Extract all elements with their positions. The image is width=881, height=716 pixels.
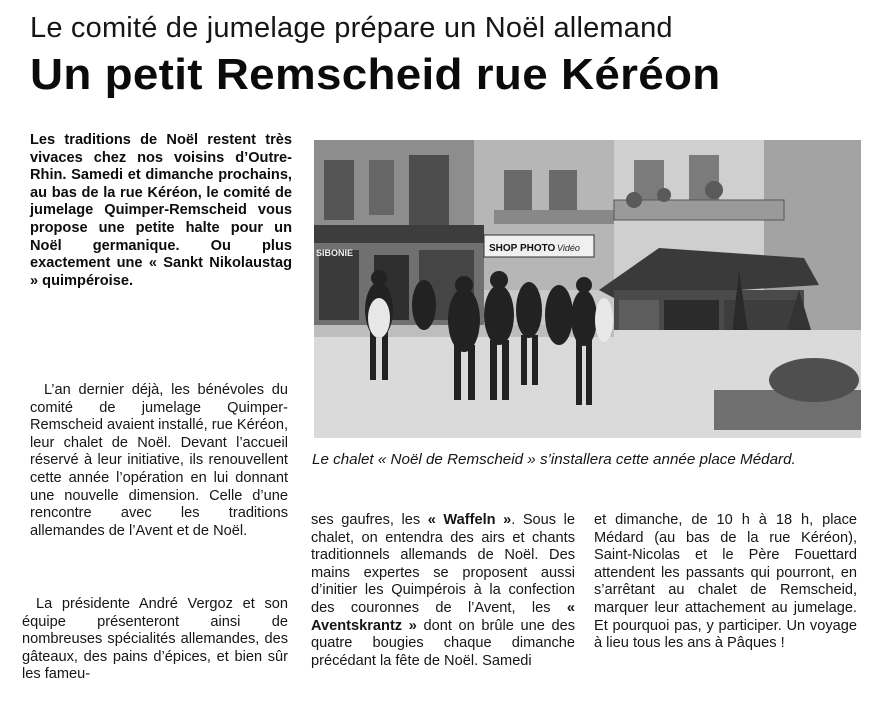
term-aventskrantz: « Aventskrantz » <box>311 599 575 634</box>
left-shop-sign: SIBONIE <box>316 248 354 258</box>
shop-video-sign: Vidéo <box>557 243 580 253</box>
article-paragraph <box>311 512 575 670</box>
chalet-photo <box>314 140 861 438</box>
article-paragraph: La présidente André Vergoz et son équipe présenteront ainsi de nombreuses spécialités allemandes, des gâteaux, des pains d’épices, et bien sûr les fameu- <box>22 596 288 683</box>
term-waffeln: « Waffeln » <box>427 512 512 528</box>
street-scene-image <box>314 140 861 438</box>
photo-caption: Le chalet « Noël de Remscheid » s’installera cette année place Médard. <box>312 451 796 468</box>
article-kicker: Le comité de jumelage prépare un Noël allemand <box>30 12 673 44</box>
shop-photo-sign: SHOP PHOTO <box>489 243 556 254</box>
article-paragraph: L’an dernier déjà, les bénévoles du comité de jumelage Quimper-Remscheid avaient installé, rue Kéréon, leur chalet de Noël. Devant l’accueil réservé à leur initiative, ils renouvellent cette année l’opération en lui donnant une nouvelle dimension. Celle d’une rencontre avec les traditions allemandes de l’Avent et de Noël. <box>30 382 288 539</box>
paragraph-text: ses gaufres, les <box>311 512 428 528</box>
article-headline: Un petit Remscheid rue Kéréon <box>30 50 721 99</box>
article-paragraph: et dimanche, de 10 h à 18 h, place Médard (au bas de la rue Kéréon), Saint-Nicolas et le Père Fouettard attendent les passants qui pourront, en s’arrêtant au chalet de Remscheid, marquer leur attachement au jumelage. Et pourquoi pas, y participer. Un voyage à lieu tous les ans à Pâques ! <box>594 512 857 652</box>
article-lede: Les traditions de Noël restent très vivaces chez nos voisins d’Outre-Rhin. Samedi et dimanche prochains, au bas de la rue Kéréon, le comité de jumelage Quimper-Remscheid vous propose une petite halte pour un Noël germanique. Ou plus exactement une « Sankt Nikolaustag » quimpéroise. <box>30 132 292 289</box>
paragraph-text: . Sous le chalet, on entendra des airs et chants traditionnels allemands de Noël. Des mains expertes se proposent aussi d’initier les Quimpérois à la confection des couronnes de l’Avent, les <box>311 512 575 616</box>
paragraph-text: dont on brûle une des quatre bougies chaque dimanche précédant la fête de Noël. Samedi <box>311 617 575 669</box>
